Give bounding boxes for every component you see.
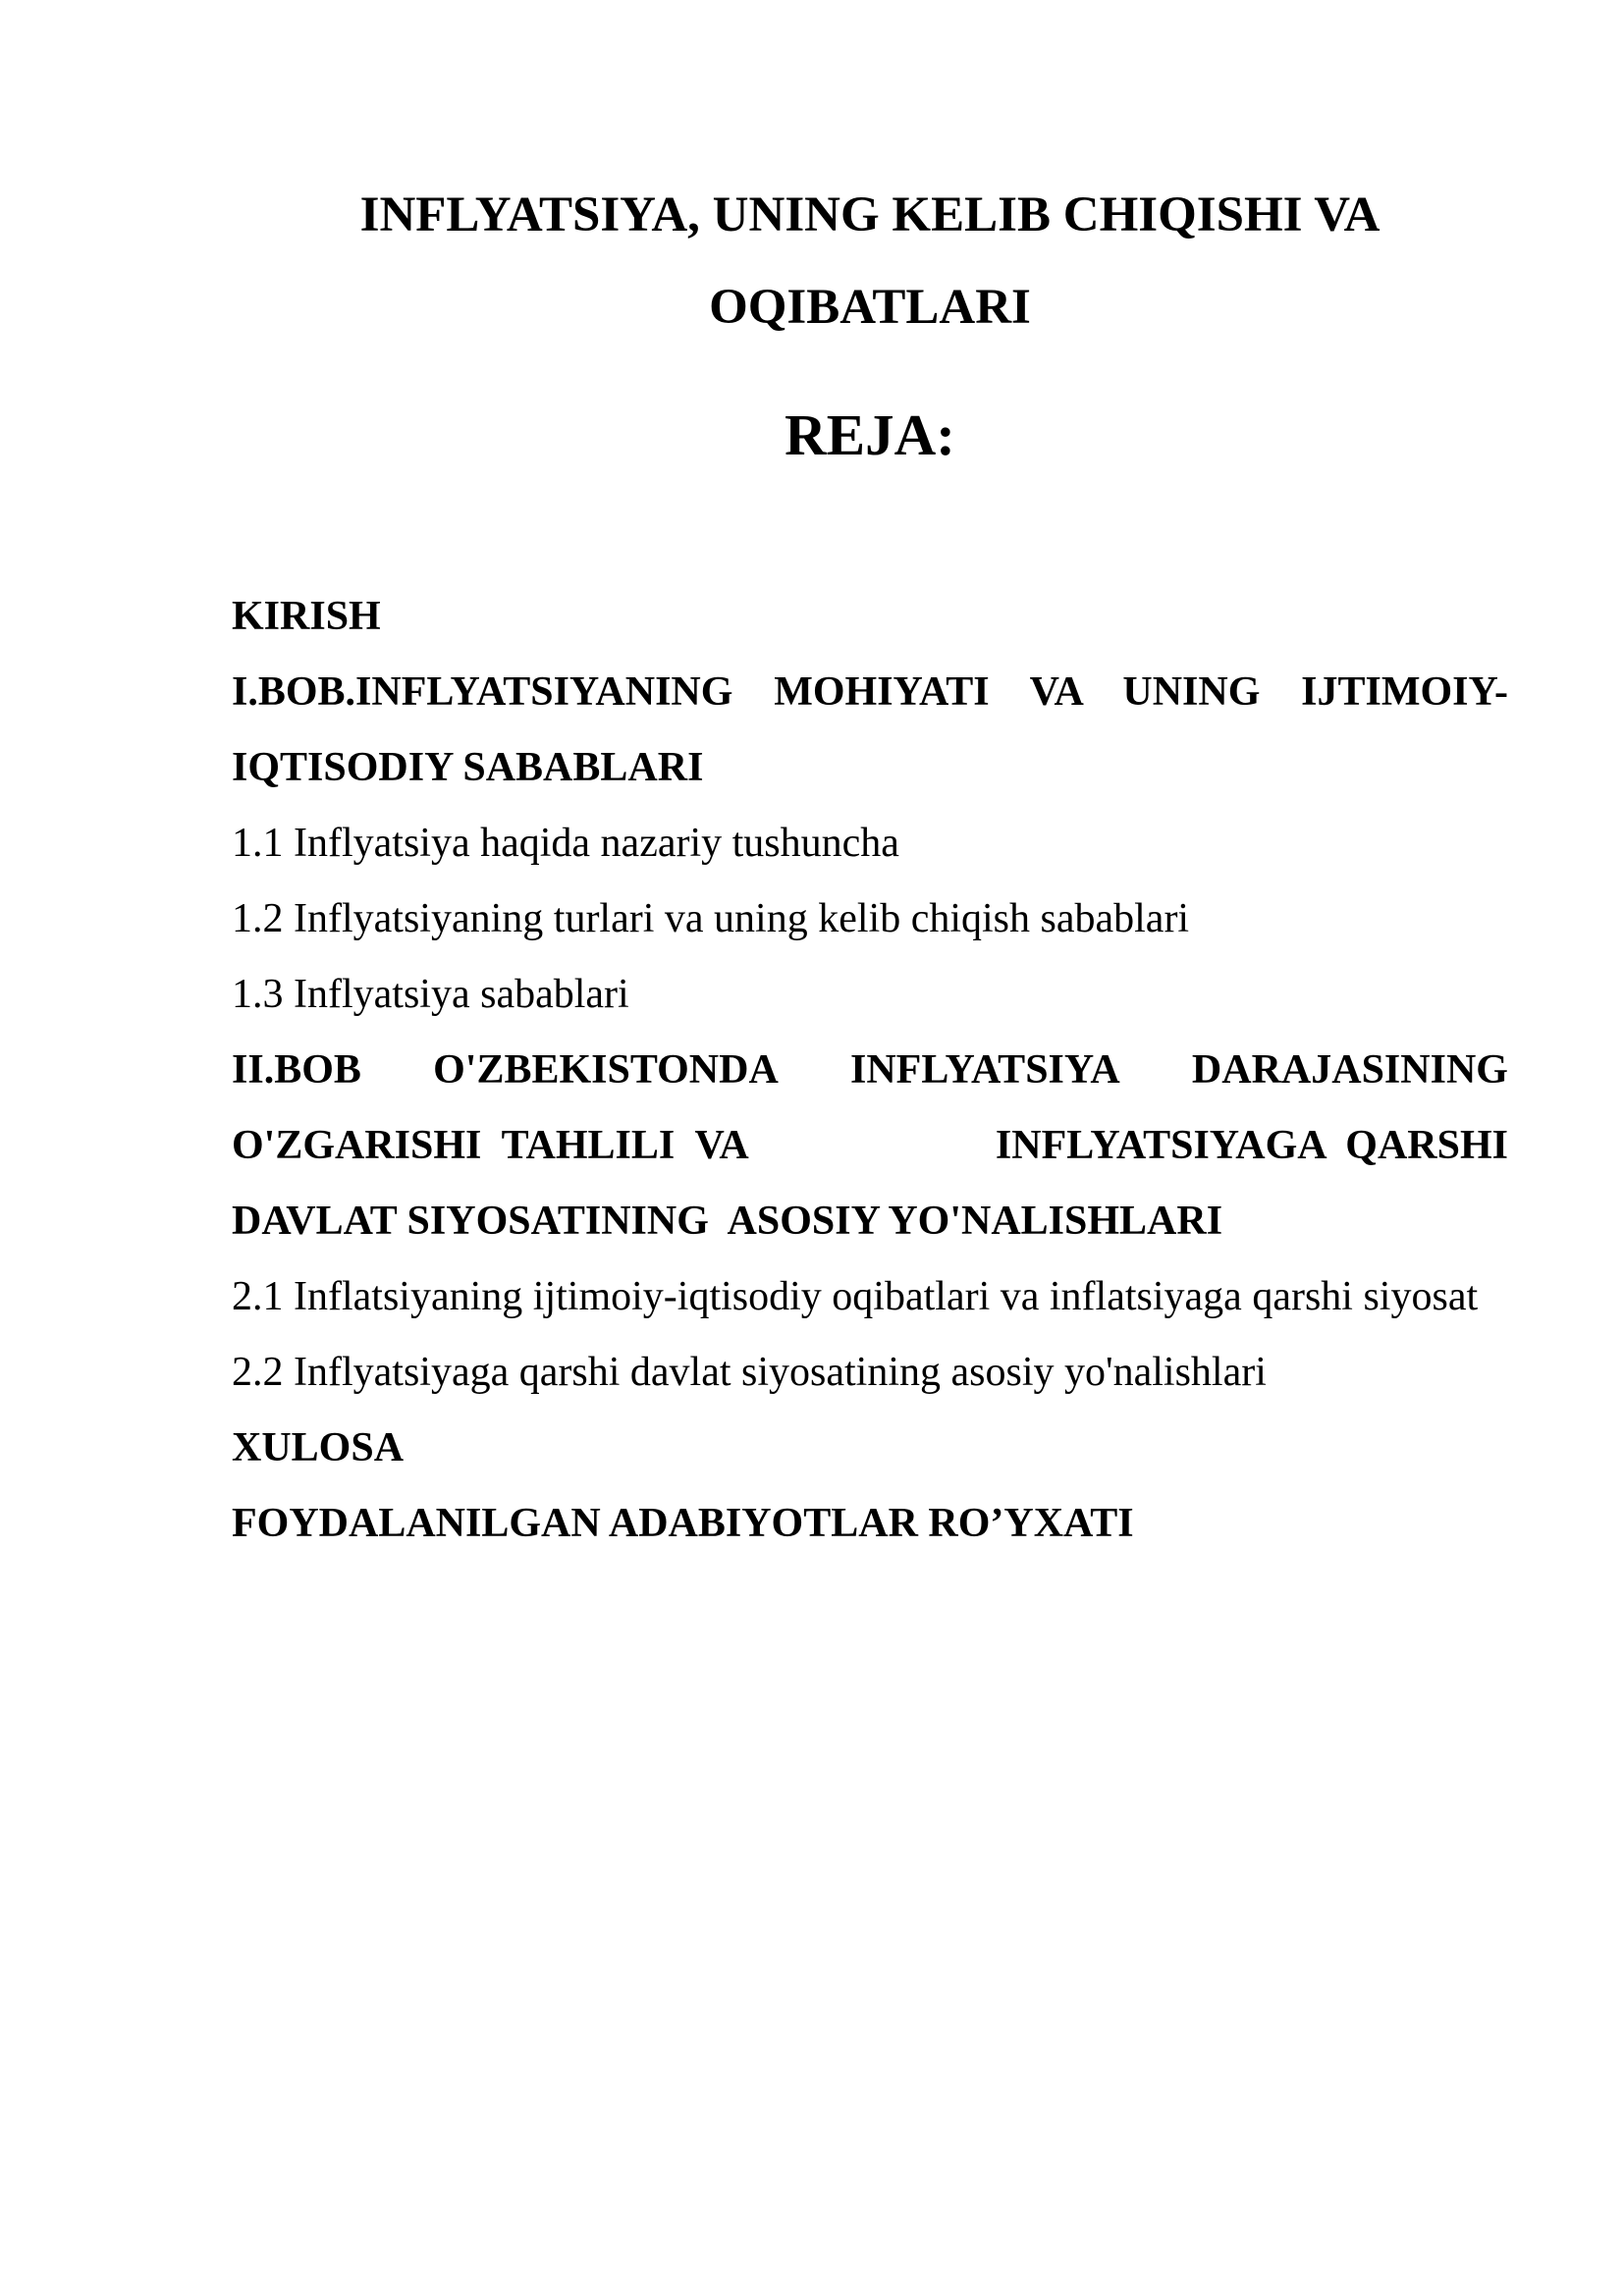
toc-chapter-2-line-1 [232,1033,1508,1108]
toc-chapter-2-line-3: DAVLAT SIYOSATINING ASOSIY YO'NALISHLARI [232,1199,1223,1244]
toc-chapter-2-word: O'ZBEKISTONDA [433,1047,779,1093]
toc-chapter-2-word: DARAJASINING [1191,1047,1508,1093]
toc-section-1-1: 1.1 Inflyatsiya haqida nazariy tushuncha [232,821,899,866]
toc-chapter-2-word: II.BOB [232,1047,361,1093]
toc-section-2-2: 2.2 Inflyatsiyaga qarshi davlat siyosatining asosiy yo'nalishlari [232,1350,1267,1395]
toc-chapter-2-phrase: O'ZGARISHI TAHLILI VA [232,1123,749,1168]
toc-chapter-2-phrase: INFLYATSIYAGA QARSHI [995,1123,1508,1168]
toc-section-1-3: 1.3 Inflyatsiya sabablari [232,972,629,1017]
document-title: INFLYATSIYA, UNING KELIB CHIQISHI VA OQIBATLARI [359,187,1380,335]
toc-chapter-2-line-2 [232,1108,1508,1184]
toc-section-1-2: 1.2 Inflyatsiyaning turlari va uning kelib chiqish sabablari [232,896,1190,941]
toc-chapter-1: I.BOB.INFLYATSIYANING MOHIYATI VA UNING IJTIMOIY-IQTISODIY SABABLARI [232,669,1508,790]
toc-references: FOYDALANILGAN ADABIYOTLAR RO’YXATI [232,1501,1134,1546]
toc-chapter-2-word: INFLYATSIYA [850,1047,1120,1093]
table-of-contents [232,579,1508,1562]
plan-heading: REJA: [785,402,955,467]
toc-intro: KIRISH [232,594,381,639]
toc-section-2-1: 2.1 Inflatsiyaning ijtimoiy-iqtisodiy oqibatlari va inflatsiyaga qarshi siyosat [232,1274,1479,1319]
toc-conclusion: XULOSA [232,1425,405,1470]
